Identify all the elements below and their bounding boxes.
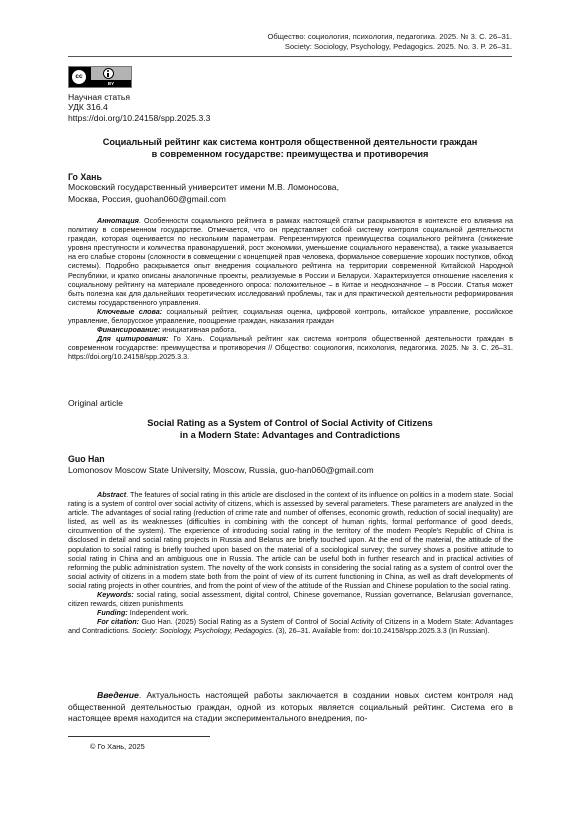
abstract-en-text: . The features of social rating in this article are disclosed in the context of its influence on politics in a modern state. Social rating is a system of control over social activity of citizens, which is assessed by several parameters. These parameters are analyzed in the article. The advantages of social rating (reduction of crime rate and number of offenses, economic growth, reduction of social inequality) are listed, as well as its weaknesses (difficulties in combining with the concept of human rights, formal performance of good deeds, circumvention of the system). The experience of introducing social rating in the territory of the modern People's Republic of China is disclosed in detail and social rating projects in Russia and Belarus are briefly touched upon. At the end of the material, the attitude of the population to social rating is briefly touched upon based on the material of a sociological survey; the survey shows a positive attitude to social rating in China and an ambiguous one in Russia. The article can be useful both in further research and in practical activities of reforming the public administration system. The novelty of the work consists in considering the social rating as a system of control over the social activity of citizens in a modern state both from the point of view of its current functioning in China, as well as draft developments of social rating projects in other countries, and from the point of view of the attitude of the Russian and Chinese population to the social rating. — [68, 490, 513, 590]
keywords-en — [68, 590, 513, 608]
funding-ru — [68, 325, 513, 334]
title-ru — [80, 137, 500, 160]
abstract-ru — [68, 216, 513, 307]
keywords-en-text: social rating, social assessment, digital control, Chinese governance, Russian governance, Belarusian governance, citizen rewards, citizen punishments — [68, 590, 513, 609]
citation-ru-label: Для цитирования: — [97, 334, 169, 344]
doi-link[interactable]: https://doi.org/10.24158/spp.2025.3.3 — [68, 112, 211, 123]
citation-en-post: . (3), 26–31. Available from: doi:10.24158/spp.2025.3.3 (In Russian). — [271, 626, 490, 636]
abstract-block-ru — [68, 216, 513, 362]
abstract-ru-text: . Особенности социального рейтинга в рамках настоящей статьи раскрываются в контексте его влияния на политику в современном государстве. Отмечается, что он представляет собой систему контроля социальной деятельности граждан, которая оценивается по нескольким параметрам. Репрезентируются преимущества социального рейтинга (снижение уровня преступности и количества правонарушений, рост экономики, уменьшение социального неравенства), а также указывается на его слабые стороны (сложности в совмещении с концепцией прав человека, формальное совершение хороших поступков, обход системы). Подробно раскрывается опыт внедрения социального рейтинга на территории современной Китайской Народной Республики, и кратко описаны аналогичные проекты, реализуемые в России и Беларуси. Характеризуется отношение населения к социальному рейтингу на материале проведенного опроса: положительное – в Китае и неоднозначное – в России. Статья может быть полезна как для дальнейших теоретических исследований проблемы, так и для практической деятельности реформирования системы государственного управления. — [68, 216, 513, 307]
funding-en-label: Funding: — [97, 608, 128, 618]
citation-en-label: For citation: — [97, 617, 140, 627]
keywords-ru-text: социальный рейтинг, социальная оценка, цифровой контроль, китайское управление, российское управление, белорусское управление, поощрение граждан, наказания граждан — [68, 306, 513, 326]
title-ru-line: в современном государстве: преимущества и противоречия — [151, 148, 429, 159]
abstract-ru-label: Аннотация — [97, 216, 139, 225]
title-ru-line: Социальный рейтинг как система контроля общественной деятельности граждан — [102, 137, 478, 147]
introduction-label: Введение — [97, 690, 139, 700]
abstract-block-en — [68, 490, 513, 636]
footnote-divider — [68, 736, 210, 737]
abstract-en — [68, 490, 513, 590]
funding-en — [68, 608, 513, 617]
citation-ru-text: Го Хань. Социальный рейтинг как система контроля общественной деятельности граждан в современном государстве: преимущества и противоречия // Общество: социология, психология, педагогика. 2025. № 3. С. 26–31. https://doi.org/10.24158/spp.2025.3.3. — [68, 334, 513, 362]
affiliation-ru-line: Московский государственный университет имени М.В. Ломоносова, — [68, 182, 339, 192]
keywords-ru — [68, 307, 513, 325]
title-en-line: in a Modern State: Advantages and Contradictions — [179, 429, 401, 440]
funding-ru-label: Финансирование: — [97, 325, 161, 335]
abstract-en-label: Abstract — [97, 490, 127, 499]
copyright-footnote: © Го Хань, 2025 — [90, 742, 145, 751]
affiliation-ru — [68, 182, 339, 205]
funding-ru-text: инициативная работа. — [160, 325, 237, 335]
journal-header-en: Society: Sociology, Psychology, Pedagogics. 2025. No. 3. P. 26–31. — [284, 42, 512, 51]
introduction-text: . Актуальность настоящей работы заключается в создании новых систем контроля над общественной деятельностью граждан, одной из которых является социальный рейтинг. Система его в настоящее время находится на стадии экспериментального внедрения, по- — [68, 690, 513, 724]
affiliation-en — [68, 465, 374, 477]
cc-logo-icon: cc — [71, 69, 87, 85]
funding-en-text: Independent work. — [127, 608, 189, 618]
person-icon — [103, 68, 114, 79]
citation-ru — [68, 334, 513, 361]
keywords-en-label: Keywords: — [97, 590, 134, 600]
author-ru: Го Хань — [68, 172, 102, 182]
by-attribution-icon — [91, 67, 131, 87]
keywords-ru-label: Ключевые слова: — [97, 306, 163, 316]
citation-en-journal: Society: Sociology, Psychology, Pedagogics — [131, 626, 272, 636]
udk-code: УДК 316.4 — [68, 102, 108, 113]
by-label: BY — [91, 80, 131, 87]
article-type: Научная статья — [68, 92, 131, 102]
introduction — [68, 690, 513, 725]
citation-en — [68, 617, 513, 635]
author-en: Guo Han — [68, 454, 105, 464]
title-en-line: Social Rating as a System of Control of Social Activity of Citizens — [147, 418, 433, 428]
article-meta — [68, 92, 210, 123]
journal-header-ru: Общество: социология, психология, педагогика. 2025. № 3. С. 26–31. — [267, 32, 512, 41]
affiliation-ru-line: Москва, Россия, guohan060@gmail.com — [68, 193, 226, 204]
original-article-label: Original article — [68, 398, 123, 408]
title-en — [80, 418, 500, 441]
journal-header — [268, 32, 512, 52]
cc-by-license-badge-icon[interactable] — [68, 66, 132, 88]
affiliation-en-line: Lomonosov Moscow State University, Moscow, Russia, guo-han060@gmail.com — [68, 465, 374, 475]
citation-en-pre: Guo Han. (2025) Social Rating as a System of Control of Social Activity of Citizens in a Modern State: Advantages and Contradictions. — [68, 617, 513, 636]
introduction-paragraph — [68, 690, 513, 725]
header-divider — [68, 56, 512, 57]
